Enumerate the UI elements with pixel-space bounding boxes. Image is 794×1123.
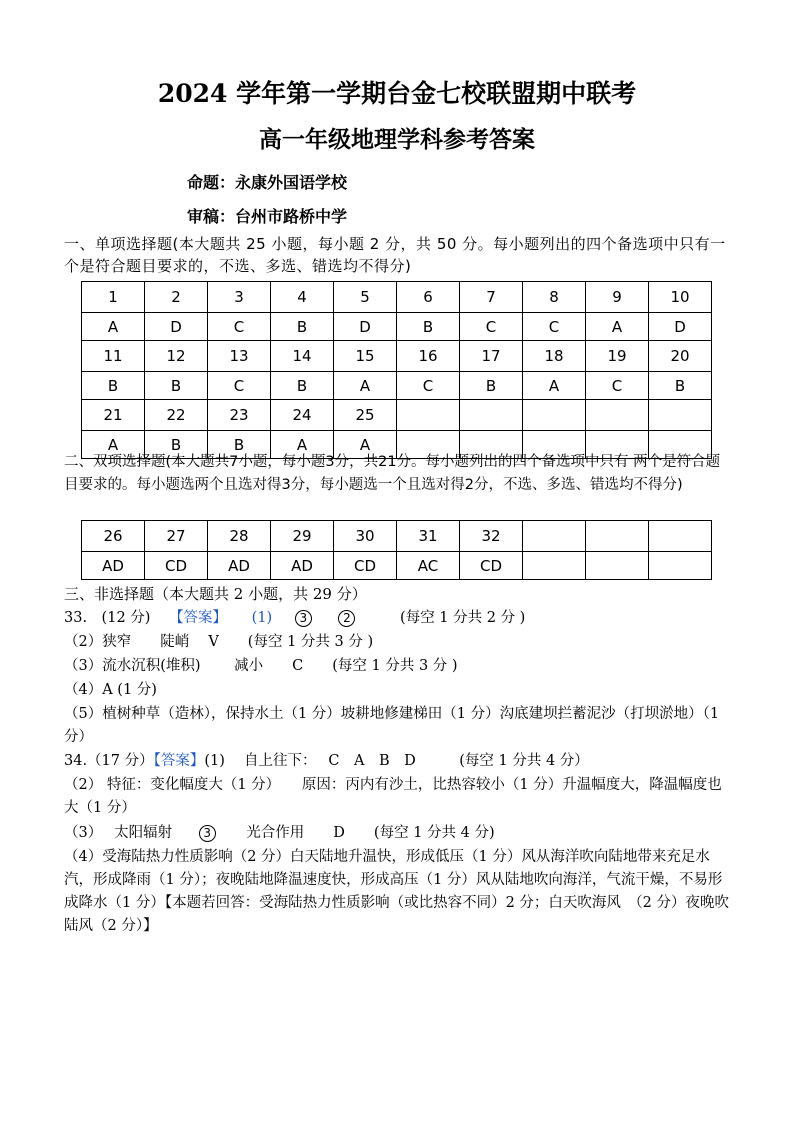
- q34-number: 34.（17 分）: [64, 753, 154, 769]
- answer-cell: B: [460, 372, 523, 400]
- answer-cell: B: [82, 372, 145, 400]
- question-number-cell: 15: [334, 341, 397, 372]
- q33-line3: （3）流水沉积(堆积) 减小 C (每空 1 分共 3 分 ): [64, 658, 458, 674]
- answer-cell: [649, 552, 712, 580]
- question-number-cell: 7: [460, 282, 523, 313]
- answer-cell: C: [208, 372, 271, 400]
- question-number-cell: 32: [460, 521, 523, 552]
- answer-cell: C: [397, 372, 460, 400]
- circled-number-icon: 3: [295, 610, 312, 627]
- answer-cell: CD: [145, 552, 208, 580]
- q33-line2: （2）狭窄 陡峭 V (每空 1 分共 3 分 ): [64, 634, 374, 650]
- question-number-cell: 8: [523, 282, 586, 313]
- answer-cell: D: [145, 313, 208, 341]
- answer-cell: AD: [271, 552, 334, 580]
- table-row: [82, 521, 712, 552]
- answer-cell: D: [334, 313, 397, 341]
- page-subtitle: 高一年级地理学科参考答案: [259, 126, 535, 153]
- question-number-cell: [460, 400, 523, 431]
- answer-cell: C: [460, 313, 523, 341]
- answer-cell: A: [334, 431, 397, 459]
- q33-number: 33. (12 分): [64, 610, 151, 626]
- q33-line5: （5）植树种草（造林），保持水土（1 分）坡耕地修建梯田（1 分）沟底建坝拦蓄泥沙（打坝淤地）（1 分）: [64, 706, 720, 745]
- table-row: [82, 313, 712, 341]
- answer-cell: B: [145, 431, 208, 459]
- q34-line1: [64, 750, 734, 773]
- question-number-cell: 19: [586, 341, 649, 372]
- question-number-cell: 21: [82, 400, 145, 431]
- question-number-cell: [649, 400, 712, 431]
- table-row: [82, 552, 712, 580]
- question-number-cell: 14: [271, 341, 334, 372]
- answer-cell: A: [586, 313, 649, 341]
- table-row: [82, 341, 712, 372]
- double-choice-answer-table: [81, 520, 712, 580]
- question-number-cell: [586, 400, 649, 431]
- question-number-cell: 27: [145, 521, 208, 552]
- question-number-cell: 13: [208, 341, 271, 372]
- q33-answer-tag: 【答案】: [169, 610, 228, 626]
- question-number-cell: 28: [208, 521, 271, 552]
- question-number-cell: 3: [208, 282, 271, 313]
- question-number-cell: [586, 521, 649, 552]
- answer-cell: A: [82, 313, 145, 341]
- question-number-cell: 2: [145, 282, 208, 313]
- q34-line4: （4）受海陆热力性质影响（2 分）白天陆地升温快，形成低压（1 分）风从海洋吹向陆地带来充足水汽，形成降雨（1 分）；夜晚陆地降温速度快，形成高压（1 分）风从陆地吹向海洋，气流干燥，不易形成降水（1 分）【本题若回答：受海陆热力性质影响（或比热容不同）2 分；白天吹海风 （2 分）夜晚吹陆风（2 分）】: [64, 849, 729, 934]
- question-number-cell: 5: [334, 282, 397, 313]
- answer-cell: B: [649, 372, 712, 400]
- answer-cell: AC: [397, 552, 460, 580]
- q34-part3-b: 光合作用 D (每空 1 分共 4 分): [246, 825, 495, 841]
- question-number-cell: 16: [397, 341, 460, 372]
- answer-cell: B: [271, 372, 334, 400]
- answer-cell: A: [334, 372, 397, 400]
- question-number-cell: 10: [649, 282, 712, 313]
- question-number-cell: [523, 521, 586, 552]
- answer-cell: AD: [82, 552, 145, 580]
- question-number-cell: 30: [334, 521, 397, 552]
- answer-cell: C: [586, 372, 649, 400]
- answer-cell: CD: [460, 552, 523, 580]
- answer-cell: A: [271, 431, 334, 459]
- question-number-cell: 29: [271, 521, 334, 552]
- answer-cell: C: [523, 313, 586, 341]
- question-number-cell: 17: [460, 341, 523, 372]
- q34-line3: [64, 822, 734, 845]
- answer-cell: B: [208, 431, 271, 459]
- question-number-cell: 23: [208, 400, 271, 431]
- page-title: 2024 学年第一学期台金七校联盟期中联考: [157, 79, 637, 108]
- q34-line2: （2） 特征：变化幅度大（1 分） 原因：丙内有沙土，比热容较小（1 分）升温幅度大，降温幅度也大（1 分）: [64, 777, 722, 816]
- q33-part1-score: (每空 1 分共 2 分 ): [400, 610, 526, 626]
- question-number-cell: 11: [82, 341, 145, 372]
- q34-answer-tag: 【答案】: [153, 753, 205, 769]
- question-number-cell: [649, 521, 712, 552]
- question-number-cell: 6: [397, 282, 460, 313]
- answer-cell: A: [82, 431, 145, 459]
- table-row: [82, 282, 712, 313]
- question-number-cell: 20: [649, 341, 712, 372]
- section3-heading: 三、非选择题（本大题共 2 小题，共 29 分）: [64, 585, 367, 603]
- question-number-cell: 9: [586, 282, 649, 313]
- answer-cell: C: [208, 313, 271, 341]
- question-number-cell: 18: [523, 341, 586, 372]
- author-line: 命题：永康外国语学校: [187, 173, 348, 192]
- question-number-cell: 26: [82, 521, 145, 552]
- question-number-cell: 24: [271, 400, 334, 431]
- answer-cell: B: [397, 313, 460, 341]
- circled-number-icon: 3: [199, 825, 216, 842]
- circled-number-icon: 2: [338, 610, 355, 627]
- answer-cell: AD: [208, 552, 271, 580]
- question-number-cell: 4: [271, 282, 334, 313]
- answer-cell: [586, 552, 649, 580]
- section1-heading: 一、单项选择题(本大题共 25 小题，每小题 2 分，共 50 分。每小题列出的四个备选项中只有一个是符合题目要求的，不选、多选、错选均不得分): [64, 235, 726, 275]
- q34-part1: (1) 自上往下： C A B D (每空 1 分共 4 分）: [204, 753, 589, 769]
- question-number-cell: 12: [145, 341, 208, 372]
- answer-cell: [523, 552, 586, 580]
- answer-cell: D: [649, 313, 712, 341]
- question-number-cell: [523, 400, 586, 431]
- answer-cell: B: [145, 372, 208, 400]
- q33-line4: （4）A (1 分): [64, 682, 157, 698]
- table-row: [82, 372, 712, 400]
- single-choice-answer-table: [81, 281, 712, 459]
- question-number-cell: [397, 400, 460, 431]
- answer-cell: A: [523, 372, 586, 400]
- q34-part3-a: （3） 太阳辐射: [64, 825, 173, 841]
- question-number-cell: 31: [397, 521, 460, 552]
- section2-heading: 二、双项选择题(本大题共7小题，每小题3分，共21分。每小题列出的四个备选项中只有 两个是符合题目要求的。每小题选两个且选对得3分，每小题选一个且选对得2分，不选、多选、错选均不得分): [64, 454, 721, 493]
- q33-line1: [64, 607, 734, 630]
- answer-cell: B: [271, 313, 334, 341]
- reviewer-line: 审稿：台州市路桥中学: [187, 207, 348, 226]
- question-number-cell: 25: [334, 400, 397, 431]
- q33-part1-label: (1): [251, 610, 273, 626]
- answer-cell: CD: [334, 552, 397, 580]
- question-number-cell: 1: [82, 282, 145, 313]
- table-row: [82, 400, 712, 431]
- question-number-cell: 22: [145, 400, 208, 431]
